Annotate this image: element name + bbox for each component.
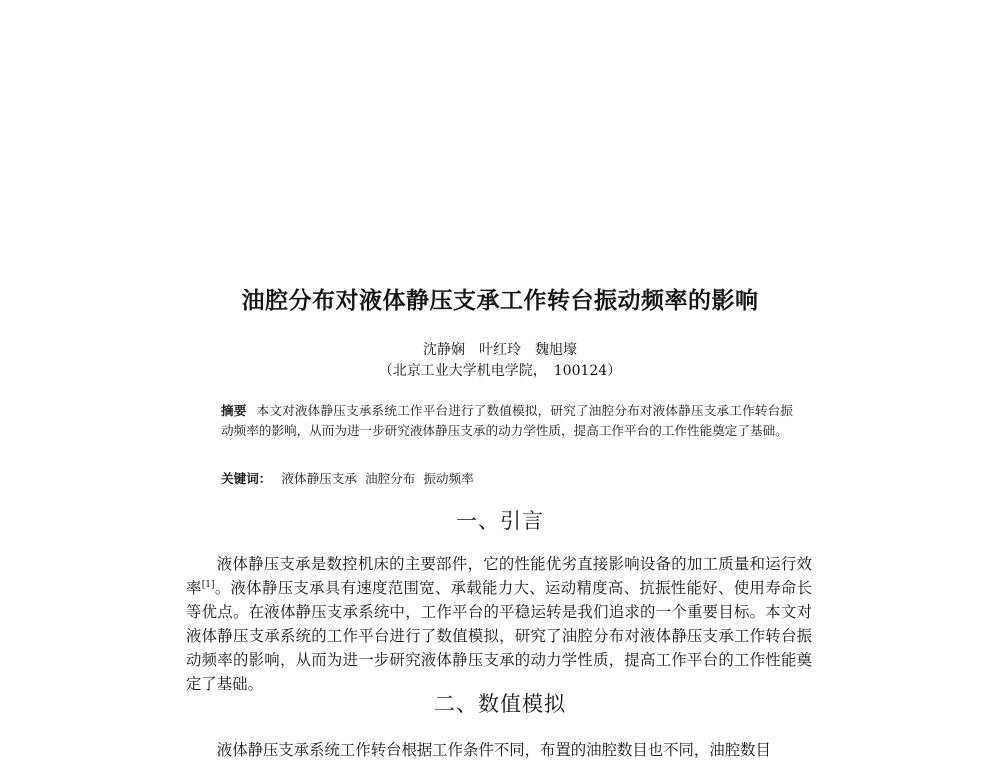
paper-title: 油腔分布对液体静压支承工作转台振动频率的影响 [241,288,759,314]
simulation-paragraph: 液体静压支承系统工作转台根据工作条件不同，布置的油腔数目也不同，油腔数目 [216,741,771,759]
keyword-item: 液体静压支承 [281,471,357,486]
introduction-paragraph [186,552,812,696]
intro-text-part-1: 液体静压支承是数控机床的主要部件，它的性能优劣直接影响设备的加工质量和运行效率 [186,555,812,597]
section-heading-numerical-simulation: 二、数值模拟 [434,692,566,716]
keyword-item: 油腔分布 [364,471,416,486]
abstract-text: 本文对液体静压支承系统工作平台进行了数值模拟，研究了油腔分布对液体静压支承工作转台振动频率的影响，从而为进一步研究液体静压支承的动力学性质，提高工作平台的工作性能奠定了基础。 [221,403,794,438]
keywords [221,469,793,489]
affiliation: （北京工业大学机电学院， 100124） [378,363,622,379]
intro-text-part-2: 。液体静压支承具有速度范围宽、承载能力大、运动精度高、抗振性能好、使用寿命长等优点。在液体静压支承系统中，工作平台的平稳运转是我们追求的一个重要目标。本文对液体静压支承系统的工作平台进行了数值模拟，研究了油腔分布对液体静压支承工作转台振动频率的影响，从而为进一步研究液体静压支承的动力学性质，提高工作平台的工作性能奠定了基础。 [186,579,812,693]
citation-ref: [1] [201,579,215,590]
abstract [221,401,793,441]
section-heading-introduction: 一、引言 [456,509,544,533]
keyword-item: 振动频率 [423,471,474,486]
keywords-label: 关键词： [221,471,272,486]
author-list: 沈静娴 叶红玲 魏旭壕 [423,342,577,358]
abstract-label: 摘要 [221,403,247,418]
